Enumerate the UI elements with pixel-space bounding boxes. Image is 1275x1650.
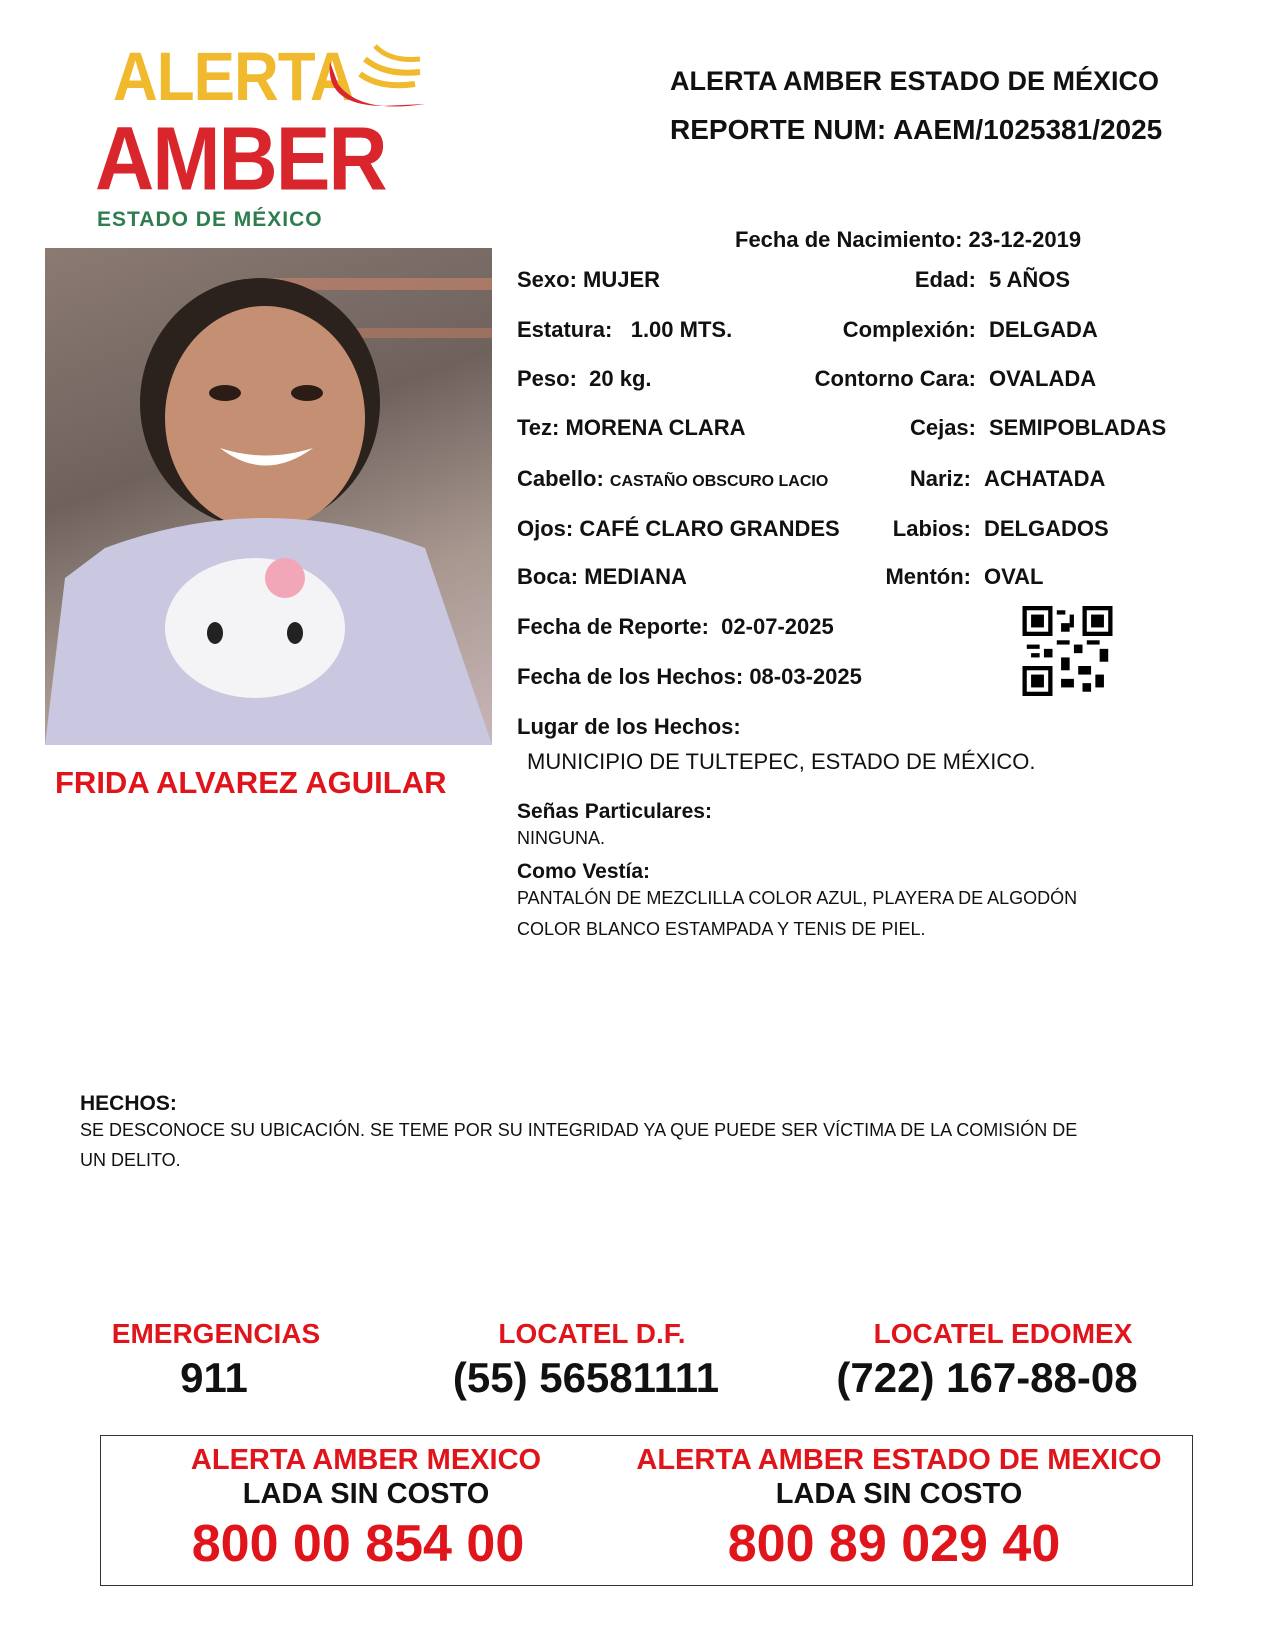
- logo-alerta: ALERTA: [113, 39, 354, 116]
- peso-label: Peso:: [517, 366, 577, 391]
- cara-label: Contorno Cara:: [814, 366, 976, 391]
- missing-person-photo: [45, 248, 492, 745]
- nariz-label: Nariz:: [909, 466, 971, 491]
- peso-value: 20 kg.: [589, 366, 652, 391]
- place-label: Lugar de los Hechos:: [517, 714, 741, 739]
- tollfree-mexico-sub: LADA SIN COSTO: [242, 1478, 490, 1510]
- labios-value: DELGADOS: [984, 516, 1109, 541]
- event-date-label: Fecha de los Hechos:: [517, 664, 744, 689]
- ojos-label: Ojos:: [517, 516, 574, 541]
- qr-code-icon[interactable]: [1022, 606, 1113, 696]
- menton-label: Mentón:: [885, 564, 971, 589]
- ojos-row: [517, 516, 840, 541]
- boca-label: Boca:: [517, 564, 579, 589]
- report-number: REPORTE NUM: AAEM/1025381/2025: [670, 114, 1163, 145]
- estatura-value: 1.00 MTS.: [630, 317, 733, 342]
- tollfree-edomex-title: ALERTA AMBER ESTADO DE MEXICO: [636, 1444, 1162, 1476]
- birth-value: 23-12-2019: [968, 227, 1082, 252]
- place-value: MUNICIPIO DE TULTEPEC, ESTADO DE MÉXICO.: [527, 749, 1036, 774]
- clothing-line-1: PANTALÓN DE MEZCLILLA COLOR AZUL, PLAYERA DE ALGODÓN: [517, 888, 1078, 908]
- birth-label: Fecha de Nacimiento:: [735, 227, 963, 252]
- tollfree-edomex-sub: LADA SIN COSTO: [775, 1478, 1023, 1510]
- ojos-value: CAFÉ CLARO GRANDES: [579, 516, 840, 541]
- missing-person-name: FRIDA ALVAREZ AGUILAR: [55, 765, 447, 800]
- tollfree-edomex-number[interactable]: 800 89 029 40: [727, 1515, 1061, 1573]
- report-date-row: [517, 614, 834, 639]
- contact-emergencias-number[interactable]: 911: [180, 1354, 248, 1401]
- contact-emergencias-label: EMERGENCIAS: [111, 1318, 321, 1349]
- menton-value: OVAL: [984, 564, 1044, 589]
- complexion-value: DELGADA: [989, 317, 1098, 342]
- contact-locatel-edomex-label: LOCATEL EDOMEX: [873, 1318, 1133, 1349]
- tollfree-mexico-title: ALERTA AMBER MEXICO: [190, 1444, 542, 1476]
- sexo-row: [517, 267, 660, 292]
- estatura-row: [517, 317, 732, 342]
- logo-amber: AMBER: [95, 109, 386, 210]
- cejas-label: Cejas:: [909, 415, 976, 440]
- tollfree-mexico-number[interactable]: 800 00 854 00: [191, 1515, 525, 1573]
- clothing-label: Como Vestía:: [517, 860, 651, 883]
- edad-label: Edad:: [914, 267, 976, 292]
- event-date-row: [517, 664, 862, 689]
- marks-value: NINGUNA.: [517, 828, 606, 848]
- boca-value: MEDIANA: [584, 564, 687, 589]
- cejas-value: SEMIPOBLADAS: [989, 415, 1167, 440]
- estatura-label: Estatura:: [517, 317, 613, 342]
- edad-value: 5 AÑOS: [989, 267, 1071, 292]
- facts-line-2: UN DELITO.: [80, 1150, 181, 1170]
- complexion-label: Complexión:: [842, 317, 976, 342]
- cabello-label: Cabello:: [517, 466, 604, 491]
- contact-locatel-df-number[interactable]: (55) 56581111: [452, 1354, 720, 1401]
- sexo-value: MUJER: [583, 267, 661, 292]
- header-title: ALERTA AMBER ESTADO DE MÉXICO: [670, 66, 1160, 96]
- alerta-amber-logo: [95, 39, 425, 236]
- cabello-value: CASTAÑO OBSCURO LACIO: [609, 473, 829, 490]
- cabello-row: [517, 466, 828, 491]
- nariz-value: ACHATADA: [984, 466, 1106, 491]
- peso-row: [517, 366, 652, 391]
- event-date-value: 08-03-2025: [749, 664, 862, 689]
- tez-value: MORENA CLARA: [565, 415, 746, 440]
- facts-label: HECHOS:: [80, 1092, 177, 1115]
- birth-date-row: [735, 227, 1081, 252]
- contact-locatel-df-label: LOCATEL D.F.: [498, 1318, 686, 1349]
- sexo-label: Sexo:: [517, 267, 577, 292]
- logo-estado: ESTADO DE MÉXICO: [97, 208, 323, 231]
- tez-row: [517, 415, 746, 440]
- logo-waves-icon: [320, 44, 430, 134]
- marks-label: Señas Particulares:: [517, 800, 712, 823]
- tez-label: Tez:: [517, 415, 560, 440]
- clothing-line-2: COLOR BLANCO ESTAMPADA Y TENIS DE PIEL.: [517, 919, 926, 939]
- report-date-label: Fecha de Reporte:: [517, 614, 709, 639]
- boca-row: [517, 564, 687, 589]
- contact-locatel-edomex-number[interactable]: (722) 167-88-08: [836, 1354, 1138, 1401]
- report-date-value: 02-07-2025: [721, 614, 834, 639]
- facts-line-1: SE DESCONOCE SU UBICACIÓN. SE TEME POR SU INTEGRIDAD YA QUE PUEDE SER VÍCTIMA DE LA COMISIÓN DE: [80, 1120, 1078, 1140]
- labios-label: Labios:: [892, 516, 971, 541]
- cara-value: OVALADA: [989, 366, 1097, 391]
